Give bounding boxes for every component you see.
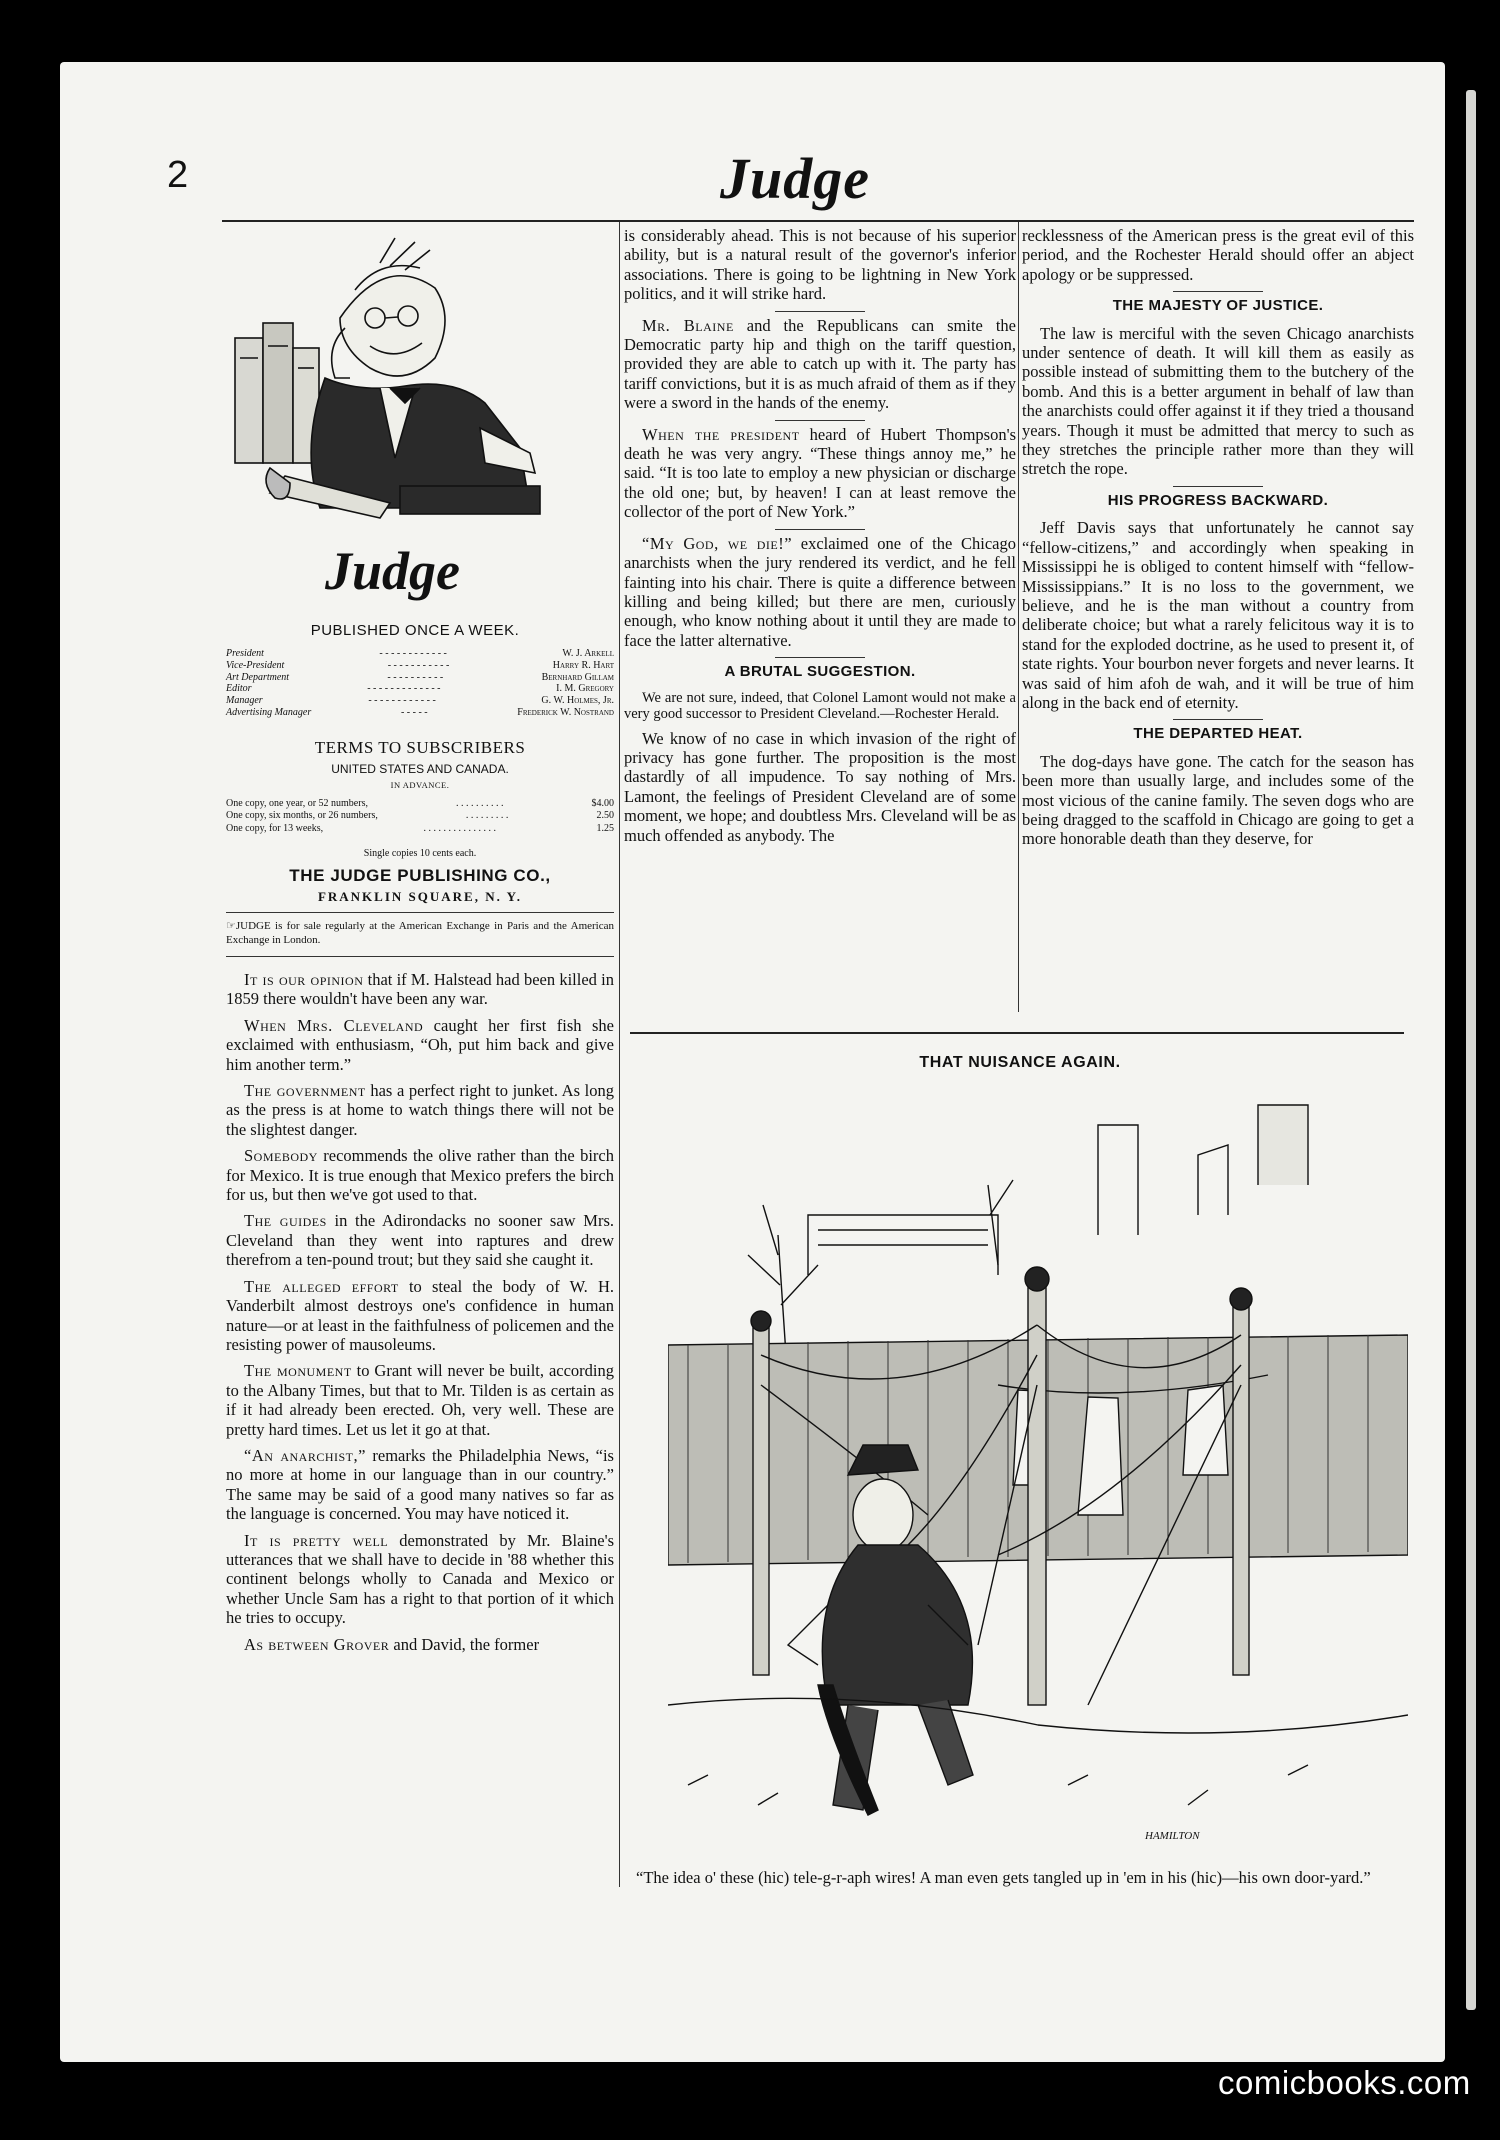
staff-name: Harry R. Hart	[552, 659, 614, 671]
paragraph	[226, 1361, 614, 1439]
cartoon-rule	[630, 1032, 1404, 1034]
terms-row	[226, 823, 614, 835]
staff-name: Bernhard Gillam	[541, 671, 614, 683]
paragraph-lead: As between Grover	[244, 1634, 390, 1654]
cartoon-caption: “The idea o' these (hic) tele-g-r-aph wires! A man even gets tangled up in 'em in his (hic)—his own door-yard.”	[636, 1868, 1371, 1887]
sale-note	[226, 920, 614, 947]
subscription-terms	[226, 798, 614, 835]
leader-dots: - - - - - - - - - - - -	[368, 695, 436, 707]
paragraph-rule	[775, 420, 865, 421]
staff-list	[226, 648, 614, 719]
paragraph-lead: When Mrs. Cleveland	[244, 1015, 424, 1035]
drunk-man-tangled-in-wires-illustration	[668, 1085, 1408, 1870]
paragraph	[226, 1446, 614, 1524]
paragraph: Jeff Davis says that unfortunately he cannot say “fellow-citizens,” and accordingly when speaking in Mississippi he is obliged to content himself with “fellow-Mississippians.” It is no loss to the government, we believe, and he is the man without a country from deliberate choice; but what a rarely felicitous way it is to stand for the exploded doctrine, as he used to present it, of state rights. Your bourbon never forgets and never learns. It was said of him afoh de wah, and it will be true of him along in the back end of eternity.	[1022, 518, 1414, 712]
masthead-title: Judge	[720, 146, 870, 211]
terms-row	[226, 798, 614, 810]
paragraph-text: exclaimed one of the Chicago anarchists when the jury rendered its verdict, and he fell fainting into his chair. There is quite a difference between killing and being killed; but there are men, curiously enough, who know nothing about it until they are made to face the latter alternative.	[624, 533, 1016, 650]
paragraph-rule	[775, 657, 865, 658]
staff-role: Vice-President	[226, 659, 285, 671]
paragraph: is considerably ahead. This is not because of his superior ability, but is a natural result of the governor's inferior associations. There is going to be lightning in New York politics, and it will strike hard.	[624, 226, 1016, 304]
paragraph	[226, 1146, 614, 1204]
staff-name: G. W. Holmes, Jr.	[541, 695, 614, 707]
leader-dots: . . . . . . . . . . . . . . .	[423, 822, 497, 834]
publisher-address: FRANKLIN SQUARE, N. Y.	[317, 889, 523, 904]
paragraph-text: to Grant will never be built, according to the Albany Times, but that to Mr. Tilden is as certain as if it had already been erected. Oh, very well. These are pretty hard times. Let us let it go at that.	[226, 1361, 614, 1439]
artist-signature: HAMILTON	[1145, 1830, 1200, 1842]
cartoon-title: THAT NUISANCE AGAIN.	[919, 1054, 1121, 1071]
paragraph	[624, 316, 1016, 413]
paragraph-lead: “My God, we die!”	[642, 533, 793, 553]
leader-dots: - - - - - - - - - - - -	[379, 648, 447, 659]
paragraph-text: demonstrated by Mr. Blaine's utterances that we shall have to decide in '88 whether this continent belongs wholly to Canada and Mexico or whether Uncle Sam has a right to that portion of it which he tries to occupy.	[226, 1530, 614, 1628]
paragraph: recklessness of the American press is the great evil of this period, and the Rochester Herald should offer an abject apology or be suppressed.	[1022, 226, 1414, 284]
staff-name: I. M. Gregory	[556, 683, 614, 695]
column-two	[624, 226, 1016, 852]
divider-rule	[226, 956, 614, 957]
staff-name: W. J. Arkell	[562, 648, 614, 659]
publication-logo: Judge	[325, 541, 460, 601]
paragraph-lead: It is our opinion	[244, 970, 364, 989]
paragraph: The dog-days have gone. The catch for the season has been more than usually large, and includes some of the most vicious of the canine family. The seven dogs who are being dragged to the scaffold in Chicago are going to get a more honorable death than they deserve, for	[1022, 751, 1414, 849]
quoted-paragraph: We are not sure, indeed, that Colonel Lamont would not make a very good successor to President Cleveland.—Rochester Herald.	[624, 689, 1016, 722]
section-heading: THE MAJESTY OF JUSTICE.	[1112, 297, 1324, 315]
section-heading: HIS PROGRESS BACKWARD.	[1107, 491, 1329, 509]
paragraph-rule	[775, 311, 865, 312]
paragraph-lead: “An anarchist,”	[244, 1445, 366, 1465]
paragraph	[226, 1635, 614, 1654]
leader-dots: - - - - - - - - - - -	[387, 659, 450, 671]
page-number: 2	[167, 154, 189, 196]
staff-role: Editor	[226, 683, 252, 695]
paragraph	[226, 1081, 614, 1139]
paragraph-text: remarks the Philadelphia News, “is no more at home in our language than in our country.” The same may be said of a good many natives so far as the language is concerned. You may have noticed it.	[226, 1445, 614, 1524]
publication-frequency: PUBLISHED ONCE A WEEK.	[310, 622, 520, 639]
sale-note-text: JUDGE is for sale regularly at the American Exchange in Paris and the American Exchange in London.	[226, 920, 614, 946]
editor-portrait-illustration	[230, 228, 610, 528]
paragraph-lead: It is pretty well	[244, 1530, 389, 1550]
terms-price: 2.50	[596, 810, 614, 822]
site-watermark: comicbooks.com	[1218, 2064, 1471, 2101]
paragraph-text: heard of Hubert Thompson's death he was very angry. “These things annoy me,” he said. “It is too late to employ a new physician or discharge the old one; but, by heaven! I can at least remove the collector of the port of New York.”	[624, 424, 1016, 522]
leader-dots: - - - - - - - - - - - - -	[367, 683, 441, 695]
paragraph-text: and David, the former	[389, 1634, 540, 1654]
terms-label: One copy, for 13 weeks,	[226, 822, 324, 834]
column-rule-1	[619, 222, 620, 1887]
staff-role: President	[226, 648, 264, 659]
paragraph-text: and the Republicans can smite the Democratic party hip and thigh on the tariff question, provided they are able to catch up with it. The party has tariff convictions, but it is as much afraid of them as if they were a sword in the hands of the enemy.	[624, 315, 1016, 413]
leader-dots: - - - - - - - - - -	[387, 671, 444, 683]
column-rule-2	[1018, 222, 1019, 1012]
paragraph: The law is merciful with the seven Chicago anarchists under sentence of death. It will kill them as easily as possible instead of submitting them to the butchery of the bomb. And this is a better argument in behalf of law than the anarchists could offer against it if they tried a thousand years. Though it must be admitted that mercy to such as they stretches the principle rather more than they will stretch the rope.	[1022, 323, 1414, 479]
paragraph-rule	[775, 529, 865, 530]
paragraph	[624, 425, 1016, 522]
single-copies-note: Single copies 10 cents each.	[363, 848, 477, 859]
paragraph-lead: The alleged effort	[244, 1276, 399, 1296]
paragraph	[226, 970, 614, 1009]
staff-row	[226, 660, 614, 672]
paragraph	[226, 1211, 614, 1269]
pointing-hand-icon: ☞	[226, 920, 236, 932]
paragraph	[226, 1016, 614, 1074]
staff-row	[226, 683, 614, 695]
terms-price: 1.25	[596, 822, 614, 834]
paragraph-lead: The monument	[244, 1361, 352, 1381]
paragraph-text: has a perfect right to junket. As long as the press is at home to watch things there will not be the slightest danger.	[226, 1081, 614, 1139]
paragraph	[624, 534, 1016, 650]
terms-region: UNITED STATES AND CANADA.	[331, 762, 509, 776]
next-page-edge	[1466, 90, 1476, 2010]
terms-advance: IN ADVANCE.	[390, 780, 450, 790]
paragraph-text: recommends the olive rather than the birch for Mexico. It is true enough that Mexico prefers the birch for us, but then we've got used to that.	[226, 1146, 614, 1205]
staff-row	[226, 648, 614, 660]
paragraph-rule	[1173, 291, 1263, 292]
leader-dots: - - - - -	[400, 706, 428, 718]
paragraph-text: to steal the body of W. H. Vanderbilt almost destroys one's confidence in human nature—or at least in the faithfulness of policemen and the resisting power of mausoleums.	[226, 1276, 614, 1354]
paragraph-rule	[1173, 486, 1263, 487]
paragraph-lead: The guides	[244, 1211, 327, 1231]
paragraph-lead: The government	[244, 1081, 366, 1101]
section-heading: THE DEPARTED HEAT.	[1133, 725, 1303, 743]
paragraph-text: that if M. Halstead had been killed in 1859 there wouldn't have been any war.	[226, 970, 614, 1009]
terms-heading: TERMS TO SUBSCRIBERS	[314, 738, 526, 757]
paragraph: We know of no case in which invasion of the right of privacy has gone further. The proposition is the most dastardly of all impudence. To say nothing of Mrs. Lamont, the feelings of President Cleveland are of some moment, we hope; and doubtless Mrs. Cleveland will be as much offended as anybody. The	[624, 728, 1016, 845]
staff-role: Manager	[226, 695, 263, 707]
header-rule	[222, 220, 1414, 222]
staff-role: Advertising Manager	[226, 706, 312, 718]
paragraph-text: in the Adirondacks no sooner saw Mrs. Cleveland than they went into raptures and drew therefrom a ten-pound trout; but they said she caught it.	[226, 1211, 614, 1270]
column-one	[226, 970, 614, 1661]
paragraph-lead: Mr. Blaine	[642, 315, 734, 335]
publisher-name: THE JUDGE PUBLISHING CO.,	[289, 866, 551, 885]
terms-row	[226, 810, 614, 822]
staff-row	[226, 695, 614, 707]
terms-price: $4.00	[591, 798, 614, 809]
paragraph-rule	[1173, 719, 1263, 720]
paragraph-text: caught her first fish she exclaimed with enthusiasm, “Oh, put him back and give him another term.”	[226, 1015, 615, 1074]
section-heading: A BRUTAL SUGGESTION.	[724, 663, 916, 681]
terms-label: One copy, six months, or 26 numbers,	[226, 810, 378, 822]
column-three	[1022, 226, 1414, 856]
terms-label: One copy, one year, or 52 numbers,	[226, 798, 368, 809]
leader-dots: . . . . . . . . .	[465, 810, 509, 822]
staff-name: Frederick W. Nostrand	[517, 706, 614, 718]
divider-rule	[226, 912, 614, 913]
paragraph-lead: When the president	[642, 424, 800, 444]
paragraph	[226, 1531, 614, 1628]
staff-row	[226, 672, 614, 684]
staff-role: Art Department	[226, 671, 290, 683]
staff-row	[226, 707, 614, 719]
paragraph-lead: Somebody	[244, 1146, 318, 1166]
leader-dots: . . . . . . . . . .	[455, 798, 504, 809]
paragraph	[226, 1277, 614, 1355]
